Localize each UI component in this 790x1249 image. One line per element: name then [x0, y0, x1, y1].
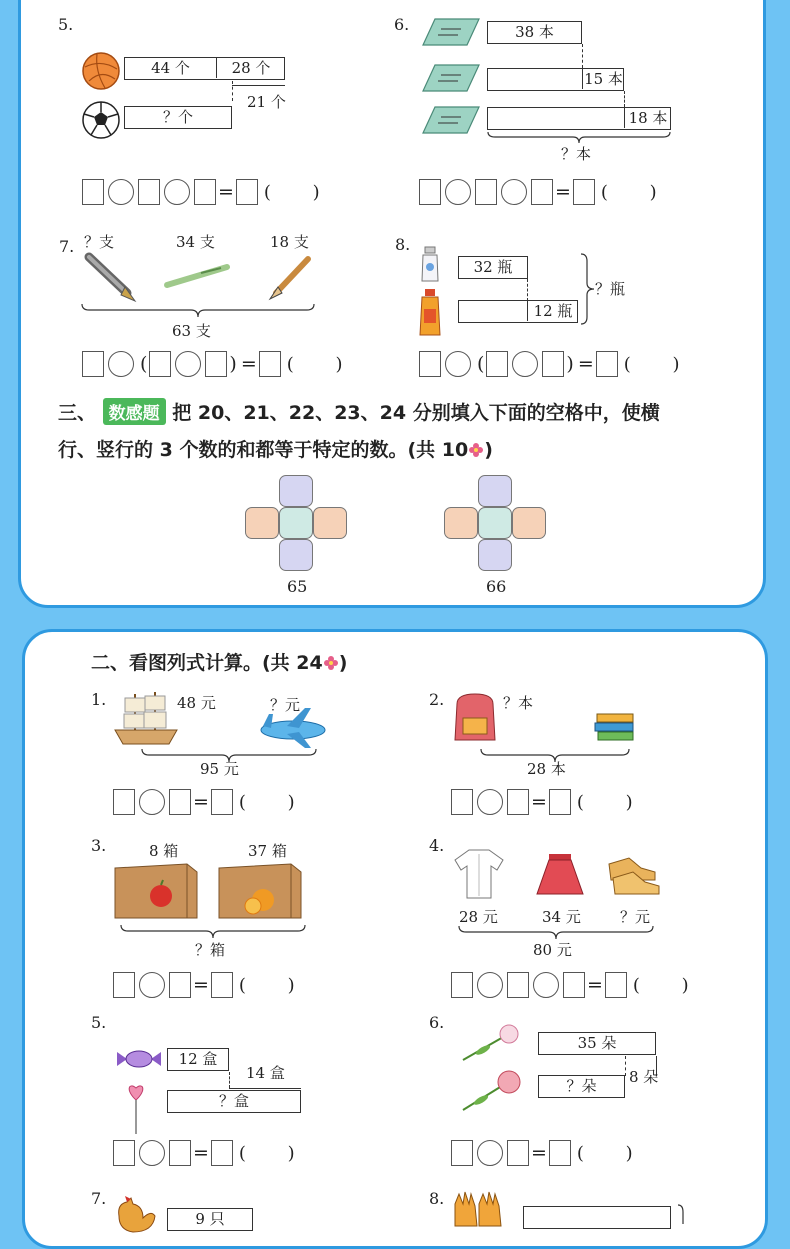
total-label: ？本 [561, 145, 592, 163]
grid-cell[interactable] [279, 475, 313, 507]
rose-icon [459, 1066, 523, 1114]
bar-label: 28 个 [231, 59, 271, 77]
total-label: 95 元 [200, 760, 239, 778]
total-label: 80 元 [533, 941, 572, 959]
book-icon [421, 17, 481, 49]
bar-q7-1: 9 只 [167, 1208, 253, 1231]
flower-icon [323, 655, 339, 671]
item-label: ？元 [270, 696, 301, 714]
shirt-icon [453, 846, 505, 900]
section-heading-line2: 行、竖行的 3 个数的和都等于特定的数。(共 10 ) [58, 439, 493, 461]
item-label: 8 箱 [149, 842, 179, 860]
item-label: 37 箱 [248, 842, 287, 860]
books-stack-icon [593, 712, 637, 746]
answer-row: = ( ) [113, 789, 313, 817]
question-number: 2. [429, 690, 445, 709]
flower-icon [468, 442, 484, 458]
question-number: 1. [91, 690, 107, 709]
target-sum: 65 [287, 577, 308, 596]
grid-cell[interactable] [478, 507, 512, 539]
target-sum: 66 [486, 577, 507, 596]
answer-row: = ( ) [451, 789, 651, 817]
item-label: ？本 [503, 694, 534, 712]
answer-row: ( ) = ( ) [419, 351, 698, 379]
brace [120, 924, 306, 940]
bar-q5-2: ？盒 [167, 1090, 301, 1113]
item-label: 18 支 [270, 233, 309, 251]
backpack-icon [451, 690, 499, 744]
book-icon [421, 63, 481, 95]
soccer-ball-icon [81, 100, 121, 140]
bar-label: 44 个 [151, 59, 190, 77]
total-label: 63 支 [172, 322, 211, 340]
answer-row: ( ) = ( ) [82, 351, 361, 379]
brace [81, 303, 315, 319]
answer-row: = ( ) [113, 972, 313, 1000]
answer-row: = ( ) [451, 972, 707, 1000]
bar-q5-2: ？个 [124, 106, 232, 129]
answer-row: = ( ) [113, 1140, 313, 1168]
diff-label: 8 朵 [629, 1068, 659, 1086]
rooster-icon [113, 1196, 157, 1236]
number-sense-tag: 数感题 [103, 398, 166, 425]
airplane-icon [259, 706, 329, 750]
flower-icon [459, 1020, 523, 1064]
question-number: 8. [429, 1189, 445, 1208]
pencil-icon [266, 255, 314, 301]
diff-label: 14 盒 [246, 1064, 285, 1082]
juice-bottle-icon [417, 287, 443, 337]
grid-cell[interactable] [245, 507, 279, 539]
bar-q8-1: 32 瓶 [458, 256, 528, 279]
item-label: 34 支 [176, 233, 215, 251]
brace [677, 1204, 687, 1224]
question-number: 6. [394, 15, 410, 34]
grid-cell[interactable] [279, 507, 313, 539]
gloves-icon [451, 1188, 505, 1228]
brace [580, 253, 596, 325]
grid-cell[interactable] [279, 539, 313, 571]
bar-q8-1 [523, 1206, 671, 1229]
bar-q6-2: 15 本 [487, 68, 624, 91]
item-label: ？支 [84, 233, 115, 251]
book-icon [421, 105, 481, 137]
question-number: 5. [58, 15, 74, 34]
bar-q6-3: 18 本 [487, 107, 671, 130]
grid-cell[interactable] [444, 507, 478, 539]
shoes-icon [605, 848, 661, 896]
lollipop-icon [123, 1080, 149, 1136]
question-number: 4. [429, 836, 445, 855]
skirt-icon [535, 852, 585, 898]
grid-cell[interactable] [313, 507, 347, 539]
question-number: 7. [59, 237, 75, 256]
bar-q5-1 [124, 57, 285, 80]
grid-cell[interactable] [478, 539, 512, 571]
bar-q8-2: 12 瓶 [458, 300, 578, 323]
bar-q6-1: 35 朵 [538, 1032, 656, 1055]
pen-icon [161, 261, 233, 291]
worksheet-card-bottom [22, 629, 768, 1249]
ship-icon [111, 688, 181, 748]
milk-bottle-icon [419, 245, 441, 283]
box-apple-icon [113, 862, 199, 922]
answer-row: = ( ) [451, 1140, 651, 1168]
question-number: 5. [91, 1013, 107, 1032]
volleyball-icon [81, 51, 121, 91]
total-label: ？箱 [195, 941, 226, 959]
grid-cell[interactable] [478, 475, 512, 507]
item-label: 48 元 [177, 694, 216, 712]
bar-q5-1: 12 盒 [167, 1048, 229, 1071]
question-number: 7. [91, 1189, 107, 1208]
question-number: 6. [429, 1013, 445, 1032]
bar-q6-1: 38 本 [487, 21, 582, 44]
total-label: 28 本 [527, 760, 566, 778]
item-label: ？元 [620, 908, 651, 926]
worksheet-card-top [18, 0, 766, 608]
grid-cell[interactable] [512, 507, 546, 539]
item-label: 34 元 [542, 908, 581, 926]
question-number: 3. [91, 836, 107, 855]
diff-label: 21 个 [247, 93, 286, 111]
box-orange-icon [217, 862, 303, 922]
answer-row: = ( ) [419, 179, 675, 207]
section-heading: 三、 数感题 把 20、21、22、23、24 分别填入下面的空格中，使横 [58, 398, 660, 425]
question-number: 8. [395, 235, 411, 254]
bar-q6-2: ？朵 [538, 1075, 625, 1098]
total-label: ？瓶 [595, 280, 626, 298]
item-label: 28 元 [459, 908, 498, 926]
answer-row: = ( ) [82, 179, 338, 207]
pen-icon [81, 251, 141, 307]
candy-icon [115, 1048, 163, 1070]
section-heading: 二、看图列式计算。(共 24 ) [91, 652, 348, 674]
